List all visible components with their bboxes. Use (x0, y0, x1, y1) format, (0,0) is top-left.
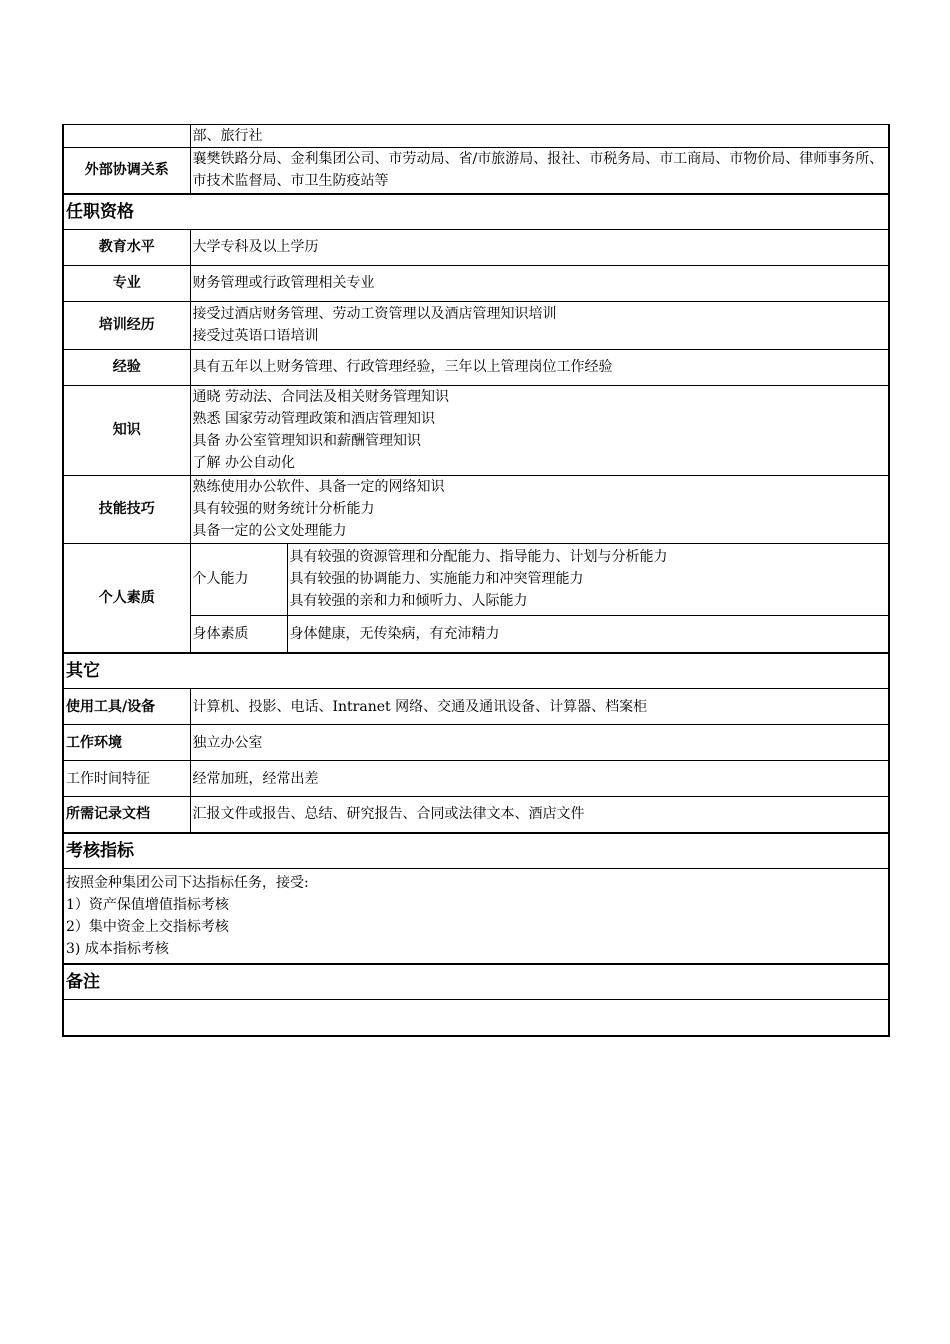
ability-line: 具有较强的资源管理和分配能力、指导能力、计划与分析能力 (289, 549, 668, 565)
skills-value (190, 475, 889, 543)
remarks-row (63, 1000, 889, 1036)
experience-value: 具有五年以上财务管理、行政管理经验，三年以上管理岗位工作经验 (190, 349, 889, 385)
environment-row (63, 725, 889, 761)
skills-line: 熟练使用办公软件、具备一定的网络知识 (192, 479, 445, 495)
major-value: 财务管理或行政管理相关专业 (190, 265, 889, 301)
continuation-text: 部、旅行社 (190, 125, 889, 148)
tools-row (63, 689, 889, 725)
experience-label: 经验 (63, 349, 190, 385)
section-title-assessment: 考核指标 (63, 833, 889, 869)
knowledge-value (190, 385, 889, 475)
ability-line: 具有较强的协调能力、实施能力和冲突管理能力 (289, 571, 584, 587)
section-title-other: 其它 (63, 653, 889, 689)
major-row (63, 265, 889, 301)
documents-row (63, 797, 889, 833)
environment-value: 独立办公室 (190, 725, 889, 761)
assessment-value (63, 868, 889, 964)
training-label: 培训经历 (63, 301, 190, 349)
physical-label: 身体素质 (190, 615, 287, 653)
assessment-line: 按照金种集团公司下达指标任务，接受: (66, 874, 309, 891)
environment-label: 工作环境 (63, 725, 190, 761)
section-assessment (63, 833, 889, 869)
assessment-line: 1）资产保值增值指标考核 (66, 896, 229, 913)
training-line: 接受过酒店财务管理、劳动工资管理以及酒店管理知识培训 (192, 306, 557, 322)
knowledge-label: 知识 (63, 385, 190, 475)
assessment-line: 3) 成本指标考核 (66, 940, 169, 957)
work-time-label: 工作时间特征 (63, 761, 190, 797)
remarks-value (63, 1000, 889, 1036)
training-line: 接受过英语口语培训 (192, 328, 319, 344)
knowledge-line: 具备 办公室管理知识和薪酬管理知识 (192, 433, 421, 449)
physical-value: 身体健康，无传染病，有充沛精力 (287, 615, 889, 653)
tools-value: 计算机、投影、电话、Intranet 网络、交通及通讯设备、计算器、档案柜 (190, 689, 889, 725)
assessment-row (63, 868, 889, 964)
skills-line: 具有较强的财务统计分析能力 (192, 501, 375, 517)
knowledge-line: 了解 办公自动化 (192, 455, 295, 471)
education-row (63, 229, 889, 265)
assessment-line: 2）集中资金上交指标考核 (66, 918, 229, 935)
personal-ability-label: 个人能力 (190, 543, 287, 615)
experience-row (63, 349, 889, 385)
training-row (63, 301, 889, 349)
documents-label: 所需记录文档 (63, 797, 190, 833)
education-label: 教育水平 (63, 229, 190, 265)
external-coordination-row (63, 148, 889, 194)
ability-line: 具有较强的亲和力和倾听力、人际能力 (289, 593, 528, 609)
education-value: 大学专科及以上学历 (190, 229, 889, 265)
section-title-remarks: 备注 (63, 964, 889, 1000)
personal-ability-value (287, 543, 889, 615)
major-label: 专业 (63, 265, 190, 301)
knowledge-line: 熟悉 国家劳动管理政策和酒店管理知识 (192, 411, 435, 427)
knowledge-row (63, 385, 889, 475)
skills-label: 技能技巧 (63, 475, 190, 543)
personal-quality-label: 个人素质 (63, 543, 190, 653)
skills-line: 具备一定的公文处理能力 (192, 523, 347, 539)
personal-ability-row (63, 543, 889, 615)
section-qualifications (63, 194, 889, 230)
work-time-value: 经常加班，经常出差 (190, 761, 889, 797)
work-time-row (63, 761, 889, 797)
external-coordination-label: 外部协调关系 (63, 148, 190, 194)
section-remarks (63, 964, 889, 1000)
knowledge-line: 通晓 劳动法、合同法及相关财务管理知识 (192, 389, 449, 405)
training-value (190, 301, 889, 349)
skills-row (63, 475, 889, 543)
continuation-label-cell (63, 125, 190, 148)
job-description-table (62, 124, 890, 1037)
continuation-row (63, 125, 889, 148)
external-coordination-value: 襄樊铁路分局、金利集团公司、市劳动局、省/市旅游局、报社、市税务局、市工商局、市物价局、律师事务所、市技术监督局、市卫生防疫站等 (190, 148, 889, 194)
job-description-sheet (62, 124, 888, 1037)
section-title-qualifications: 任职资格 (63, 194, 889, 230)
tools-label: 使用工具/设备 (63, 689, 190, 725)
section-other (63, 653, 889, 689)
documents-value: 汇报文件或报告、总结、研究报告、合同或法律文本、酒店文件 (190, 797, 889, 833)
